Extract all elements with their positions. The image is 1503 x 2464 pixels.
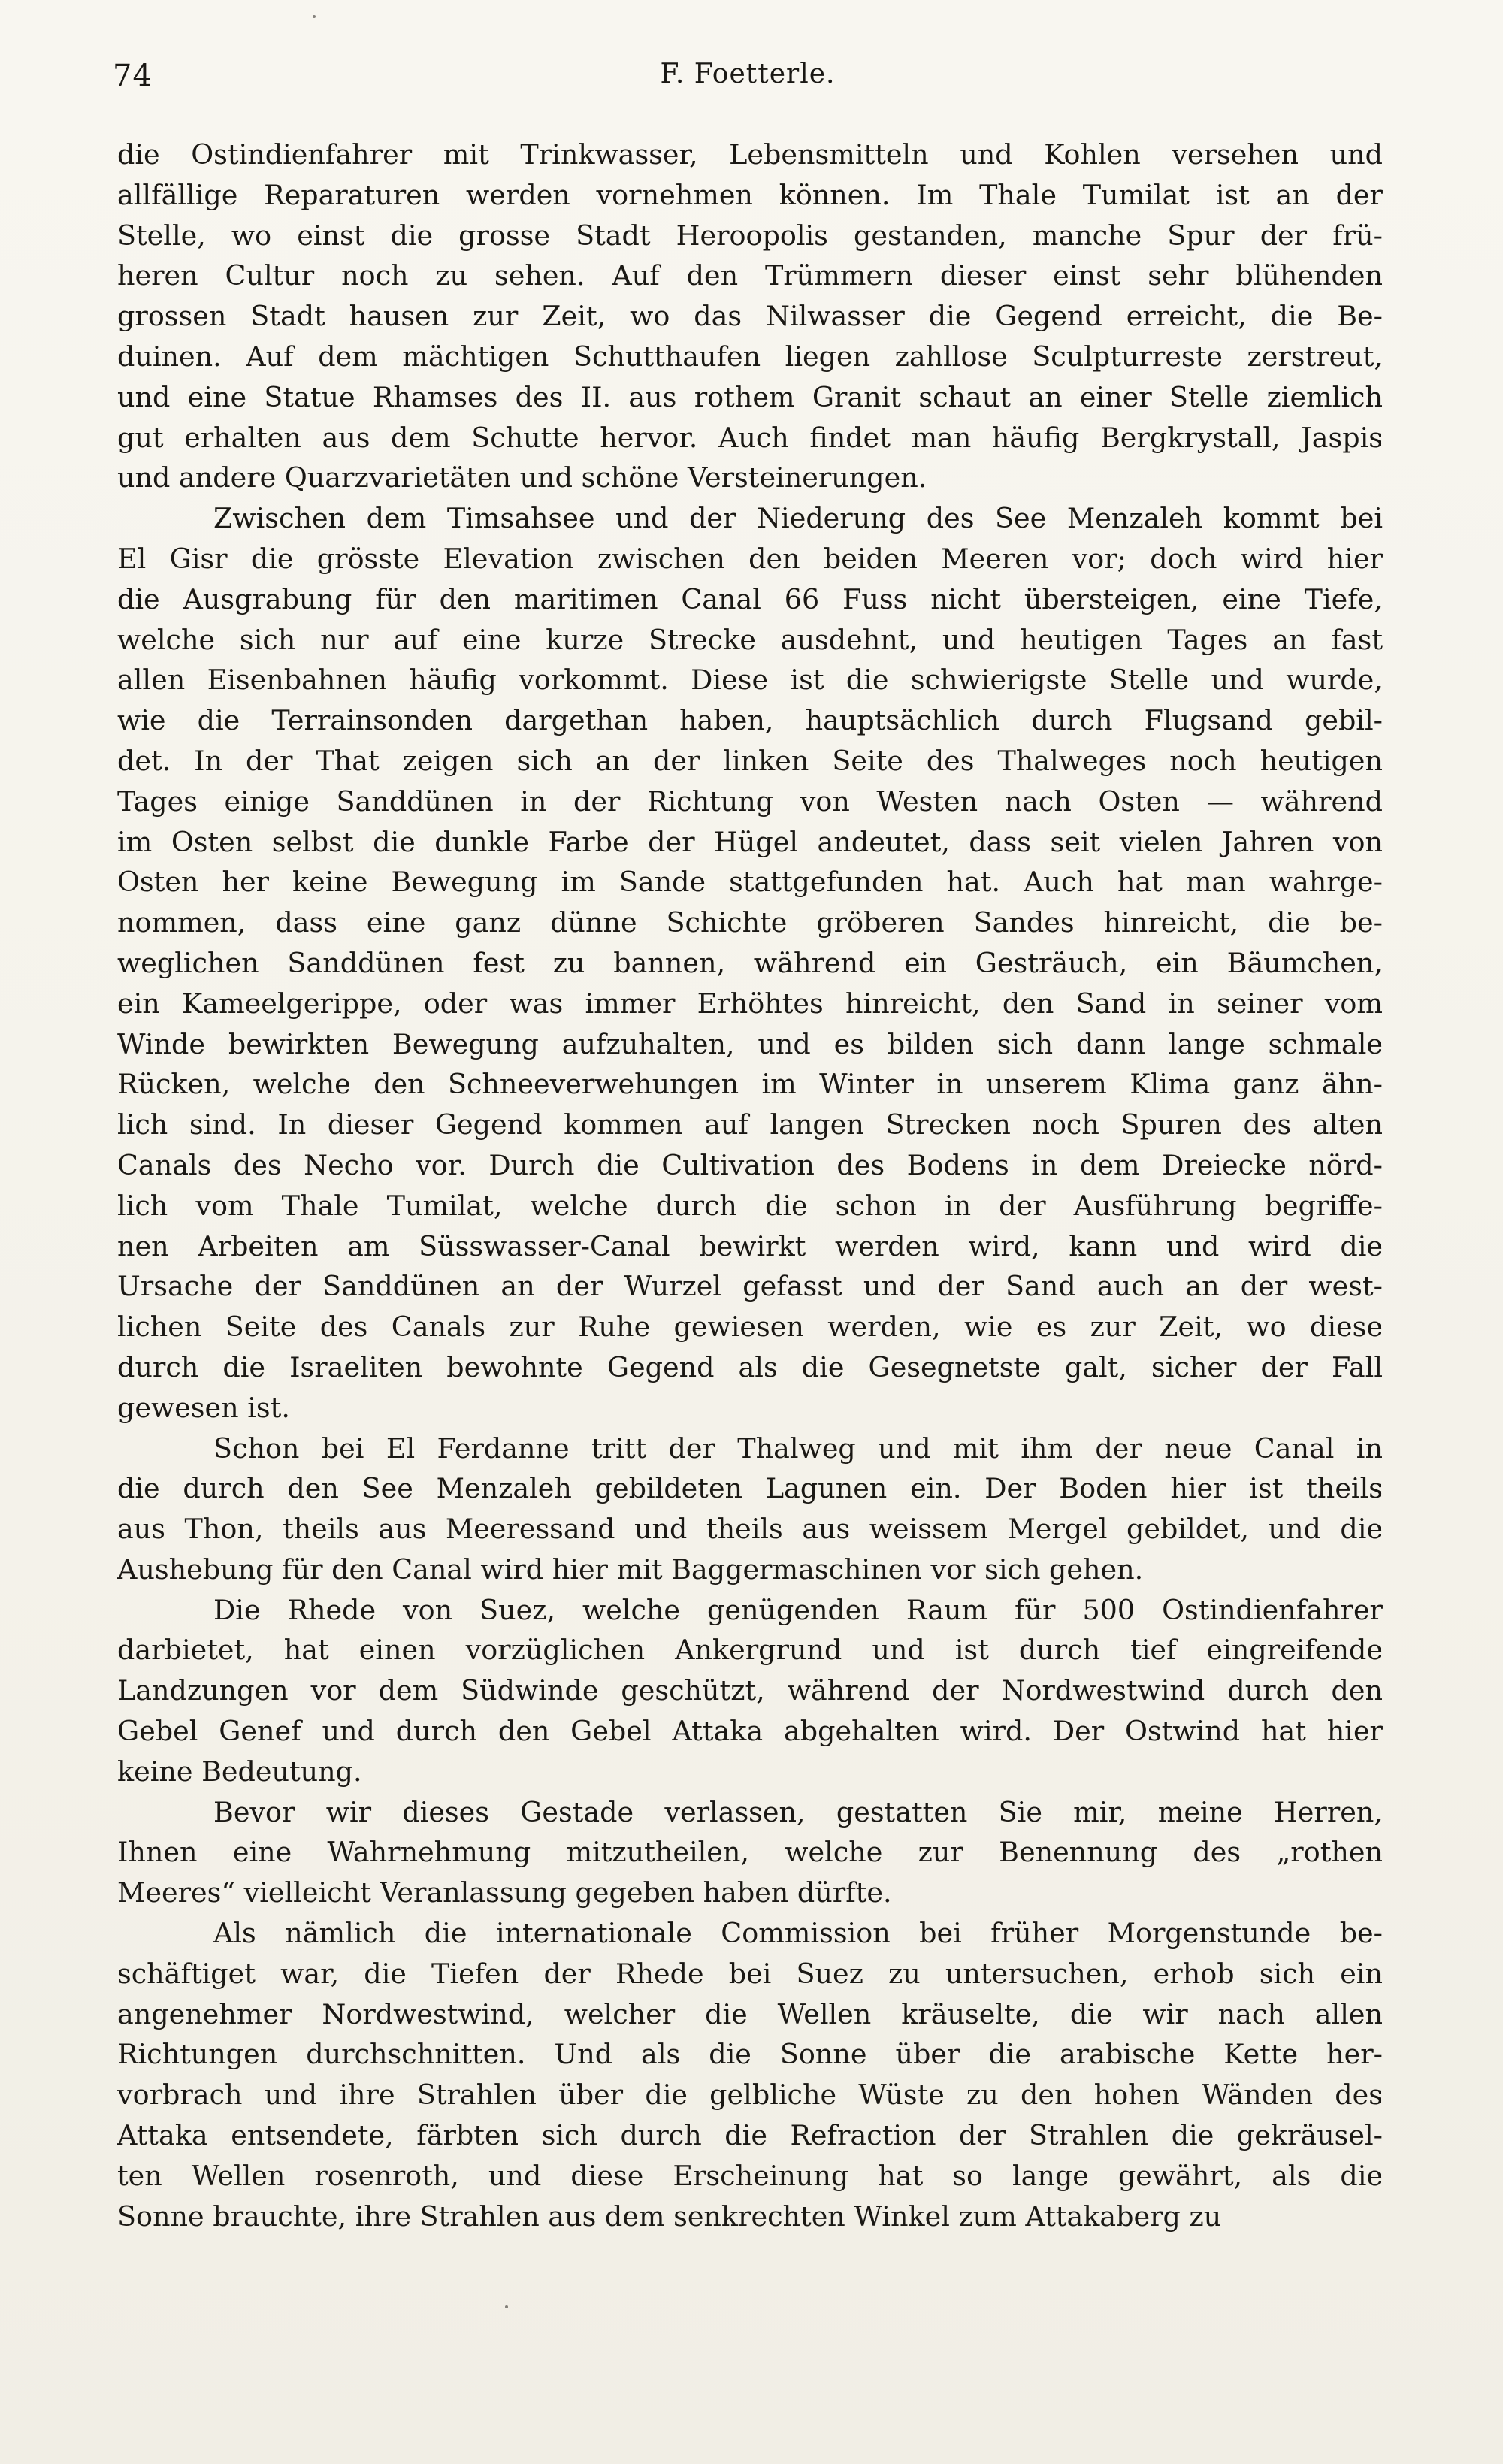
text-line: Ihnen eine Wahrnehmung mitzutheilen, welche zur Benennung des „rothen	[117, 1836, 1383, 1869]
body-text	[117, 135, 1383, 2236]
text-line: darbietet, hat einen vorzüglichen Ankergrund und ist durch tief eingreifende	[117, 1634, 1383, 1667]
text-line: Osten her keine Bewegung im Sande stattgefunden hat. Auch hat man wahrge-	[117, 866, 1383, 899]
text-line: nen Arbeiten am Süsswasser-Canal bewirkt werden wird, kann und wird die	[117, 1229, 1383, 1262]
text-line: allen Eisenbahnen häufig vorkommt. Diese ist die schwierigste Stelle und wurde,	[117, 664, 1383, 697]
text-line: Ursache der Sanddünen an der Wurzel gefasst und der Sand auch an der west-	[117, 1270, 1383, 1303]
text-line: Sonne brauchte, ihre Strahlen aus dem senkrechten Winkel zum Attakaberg zu	[117, 2199, 1222, 2233]
text-line: die durch den See Menzaleh gebildeten Lagunen ein. Der Boden hier ist theils	[117, 1472, 1383, 1505]
text-line: ein Kameelgerippe, oder was immer Erhöhtes hinreicht, den Sand in seiner vom	[117, 987, 1383, 1020]
text-line: Attaka entsendete, färbten sich durch die Refraction der Strahlen die gekräusel-	[117, 2119, 1383, 2152]
text-line: welche sich nur auf eine kurze Strecke ausdehnt, und heutigen Tages an fast	[117, 623, 1383, 656]
text-line: Tages einige Sanddünen in der Richtung von Westen nach Osten — während	[117, 785, 1383, 818]
print-speck	[313, 15, 316, 18]
text-line: Gebel Genef und durch den Gebel Attaka abgehalten wird. Der Ostwind hat hier	[117, 1715, 1383, 1748]
text-line: weglichen Sanddünen fest zu bannen, während ein Gesträuch, ein Bäumchen,	[117, 946, 1383, 979]
text-line: Rücken, welche den Schneeverwehungen im Winter in unserem Klima ganz ähn-	[117, 1068, 1383, 1101]
text-line: Landzungen vor dem Südwinde geschützt, während der Nordwestwind durch den	[117, 1674, 1383, 1707]
text-line: im Osten selbst die dunkle Farbe der Hügel andeutet, dass seit vielen Jahren von	[117, 825, 1383, 858]
page-number: 74	[113, 59, 153, 93]
text-line: die Ostindienfahrer mit Trinkwasser, Lebensmitteln und Kohlen versehen und	[117, 138, 1383, 171]
text-line: duinen. Auf dem mächtigen Schutthaufen liegen zahllose Sculpturreste zerstreut,	[117, 340, 1383, 373]
text-line: ten Wellen rosenroth, und diese Erscheinung hat so lange gewährt, als die	[117, 2159, 1383, 2192]
print-speck	[505, 2305, 508, 2308]
text-line: Winde bewirkten Bewegung aufzuhalten, und es bilden sich dann lange schmale	[117, 1027, 1383, 1060]
text-line: aus Thon, theils aus Meeressand und theils aus weissem Mergel gebildet, und die	[117, 1513, 1383, 1546]
text-line: Aushebung für den Canal wird hier mit Baggermaschinen vor sich gehen.	[117, 1552, 1144, 1586]
text-line: durch die Israeliten bewohnte Gegend als die Gesegnetste galt, sicher der Fall	[117, 1350, 1383, 1383]
text-line: lich sind. In dieser Gegend kommen auf langen Strecken noch Spuren des alten	[117, 1108, 1383, 1141]
text-line: und andere Quarzvarietäten und schöne Versteinerungen.	[117, 461, 927, 494]
text-line: vorbrach und ihre Strahlen über die gelbliche Wüste zu den hohen Wänden des	[117, 2079, 1383, 2112]
text-line: heren Cultur noch zu sehen. Auf den Trümmern dieser einst sehr blühenden	[117, 259, 1383, 292]
text-line: El Gisr die grösste Elevation zwischen den beiden Meeren vor; doch wird hier	[117, 542, 1383, 575]
text-line: wie die Terrainsonden dargethan haben, hauptsächlich durch Flugsand gebil-	[117, 704, 1383, 737]
text-line: Zwischen dem Timsahsee und der Niederung des See Menzaleh kommt bei	[213, 502, 1383, 535]
text-line: lichen Seite des Canals zur Ruhe gewiesen werden, wie es zur Zeit, wo diese	[117, 1311, 1383, 1344]
text-line: lich vom Thale Tumilat, welche durch die schon in der Ausführung begriffe-	[117, 1189, 1383, 1222]
running-head: F. Foetterle.	[660, 59, 836, 89]
text-line: Bevor wir dieses Gestade verlassen, gestatten Sie mir, meine Herren,	[213, 1795, 1383, 1828]
text-line: angenehmer Nordwestwind, welcher die Wellen kräuselte, die wir nach allen	[117, 1997, 1383, 2030]
text-line: Stelle, wo einst die grosse Stadt Heroopolis gestanden, manche Spur der frü-	[117, 219, 1383, 252]
text-line: nommen, dass eine ganz dünne Schichte gröberen Sandes hinreicht, die be-	[117, 906, 1383, 939]
text-line: Canals des Necho vor. Durch die Cultivation des Bodens in dem Dreiecke nörd-	[117, 1148, 1383, 1181]
text-line: Meeres“ vielleicht Veranlassung gegeben haben dürfte.	[117, 1876, 892, 1909]
text-line: allfällige Reparaturen werden vornehmen können. Im Thale Tumilat ist an der	[117, 178, 1383, 211]
text-line: Richtungen durchschnitten. Und als die Sonne über die arabische Kette her-	[117, 2038, 1383, 2071]
text-line: gewesen ist.	[117, 1391, 290, 1424]
text-line: keine Bedeutung.	[117, 1755, 362, 1788]
text-line: Schon bei El Ferdanne tritt der Thalweg und mit ihm der neue Canal in	[213, 1432, 1383, 1465]
text-line: grossen Stadt hausen zur Zeit, wo das Nilwasser die Gegend erreicht, die Be-	[117, 300, 1383, 333]
text-line: Als nämlich die internationale Commission bei früher Morgenstunde be-	[213, 1917, 1383, 1950]
text-line: und eine Statue Rhamses des II. aus rothem Granit schaut an einer Stelle ziemlich	[117, 380, 1383, 413]
text-line: Die Rhede von Suez, welche genügenden Raum für 500 Ostindienfahrer	[213, 1593, 1383, 1626]
text-line: schäftiget war, die Tiefen der Rhede bei Suez zu untersuchen, erhob sich ein	[117, 1957, 1383, 1990]
text-line: gut erhalten aus dem Schutte hervor. Auch findet man häufig Bergkrystall, Jaspis	[117, 421, 1383, 454]
text-line: die Ausgrabung für den maritimen Canal 66 Fuss nicht übersteigen, eine Tiefe,	[117, 582, 1383, 615]
text-line: det. In der That zeigen sich an der linken Seite des Thalweges noch heutigen	[117, 744, 1383, 777]
page-header	[113, 59, 1383, 104]
